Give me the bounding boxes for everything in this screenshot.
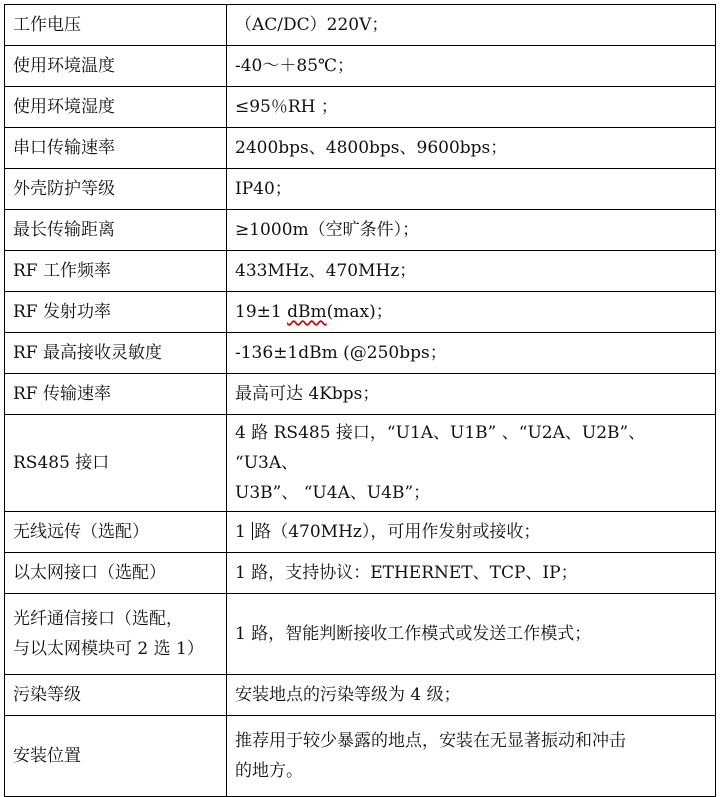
table-row — [5, 169, 716, 210]
table-row — [5, 553, 716, 594]
spec-value: IP40； — [227, 169, 716, 210]
table-row — [5, 415, 716, 512]
spec-value: 安装地点的污染等级为 4 级； — [227, 675, 716, 716]
value-line: 的地方。 — [235, 761, 303, 781]
table-row — [5, 512, 716, 553]
spec-label: RF 工作频率 — [5, 251, 227, 292]
table-row — [5, 594, 716, 675]
value-line: U3B”、 “U4A、U4B”； — [235, 483, 431, 503]
spec-label — [5, 594, 227, 675]
value-suffix: (max)； — [326, 302, 393, 322]
label-line: 与以太网模块可 2 选 1） — [13, 639, 204, 659]
spec-value: -136±1dBm (@250bps； — [227, 333, 716, 374]
table-row — [5, 716, 716, 797]
spec-label: 以太网接口（选配） — [5, 553, 227, 594]
table-row — [5, 87, 716, 128]
spec-label: 污染等级 — [5, 675, 227, 716]
spec-label: 外壳防护等级 — [5, 169, 227, 210]
table-row — [5, 292, 716, 333]
value-line: 推荐用于较少暴露的地点，安装在无显著振动和冲击 — [235, 731, 626, 751]
spec-label: 最长传输距离 — [5, 210, 227, 251]
table-row — [5, 210, 716, 251]
value-prefix: 19±1 — [235, 302, 288, 322]
spec-value — [227, 415, 716, 512]
spec-label: 使用环境温度 — [5, 46, 227, 87]
table-row — [5, 5, 716, 46]
table-row — [5, 251, 716, 292]
spec-value: 最高可达 4Kbps； — [227, 374, 716, 415]
spec-value: （AC/DC）220V； — [227, 5, 716, 46]
value-suffix: 路（470MHz），可用作发射或接收； — [254, 522, 541, 542]
spec-value: 1 路，智能判断接收工作模式或发送工作模式； — [227, 594, 716, 675]
spec-label: RS485 接口 — [5, 415, 227, 512]
spec-label: 工作电压 — [5, 5, 227, 46]
spec-value: 1 路，支持协议：ETHERNET、TCP、IP； — [227, 553, 716, 594]
spec-value — [227, 292, 716, 333]
spec-label: 使用环境湿度 — [5, 87, 227, 128]
spec-value: -40～＋85℃； — [227, 46, 716, 87]
table-row — [5, 333, 716, 374]
spec-value: 2400bps、4800bps、9600bps； — [227, 128, 716, 169]
spec-value[interactable] — [227, 512, 716, 553]
spec-label: RF 发射功率 — [5, 292, 227, 333]
label-line: 光纤通信接口（选配， — [13, 609, 183, 629]
table-row — [5, 128, 716, 169]
value-line: 4 路 RS485 接口，“U1A、U1B” 、“U2A、U2B”、 “U3A、 — [235, 423, 646, 473]
spec-label: RF 传输速率 — [5, 374, 227, 415]
spec-value: ≥1000m（空旷条件）； — [227, 210, 716, 251]
spellcheck-marked-text: dBm — [287, 302, 327, 322]
spec-value: 433MHz、470MHz； — [227, 251, 716, 292]
value-prefix: 1 — [235, 522, 252, 542]
spec-label: RF 最高接收灵敏度 — [5, 333, 227, 374]
table-row — [5, 46, 716, 87]
spec-value: ≤95％RH ； — [227, 87, 716, 128]
spec-label: 串口传输速率 — [5, 128, 227, 169]
spec-label: 无线远传（选配） — [5, 512, 227, 553]
table-row — [5, 374, 716, 415]
spec-label: 安装位置 — [5, 716, 227, 797]
spec-table — [4, 4, 716, 797]
spec-value — [227, 716, 716, 797]
table-row — [5, 675, 716, 716]
